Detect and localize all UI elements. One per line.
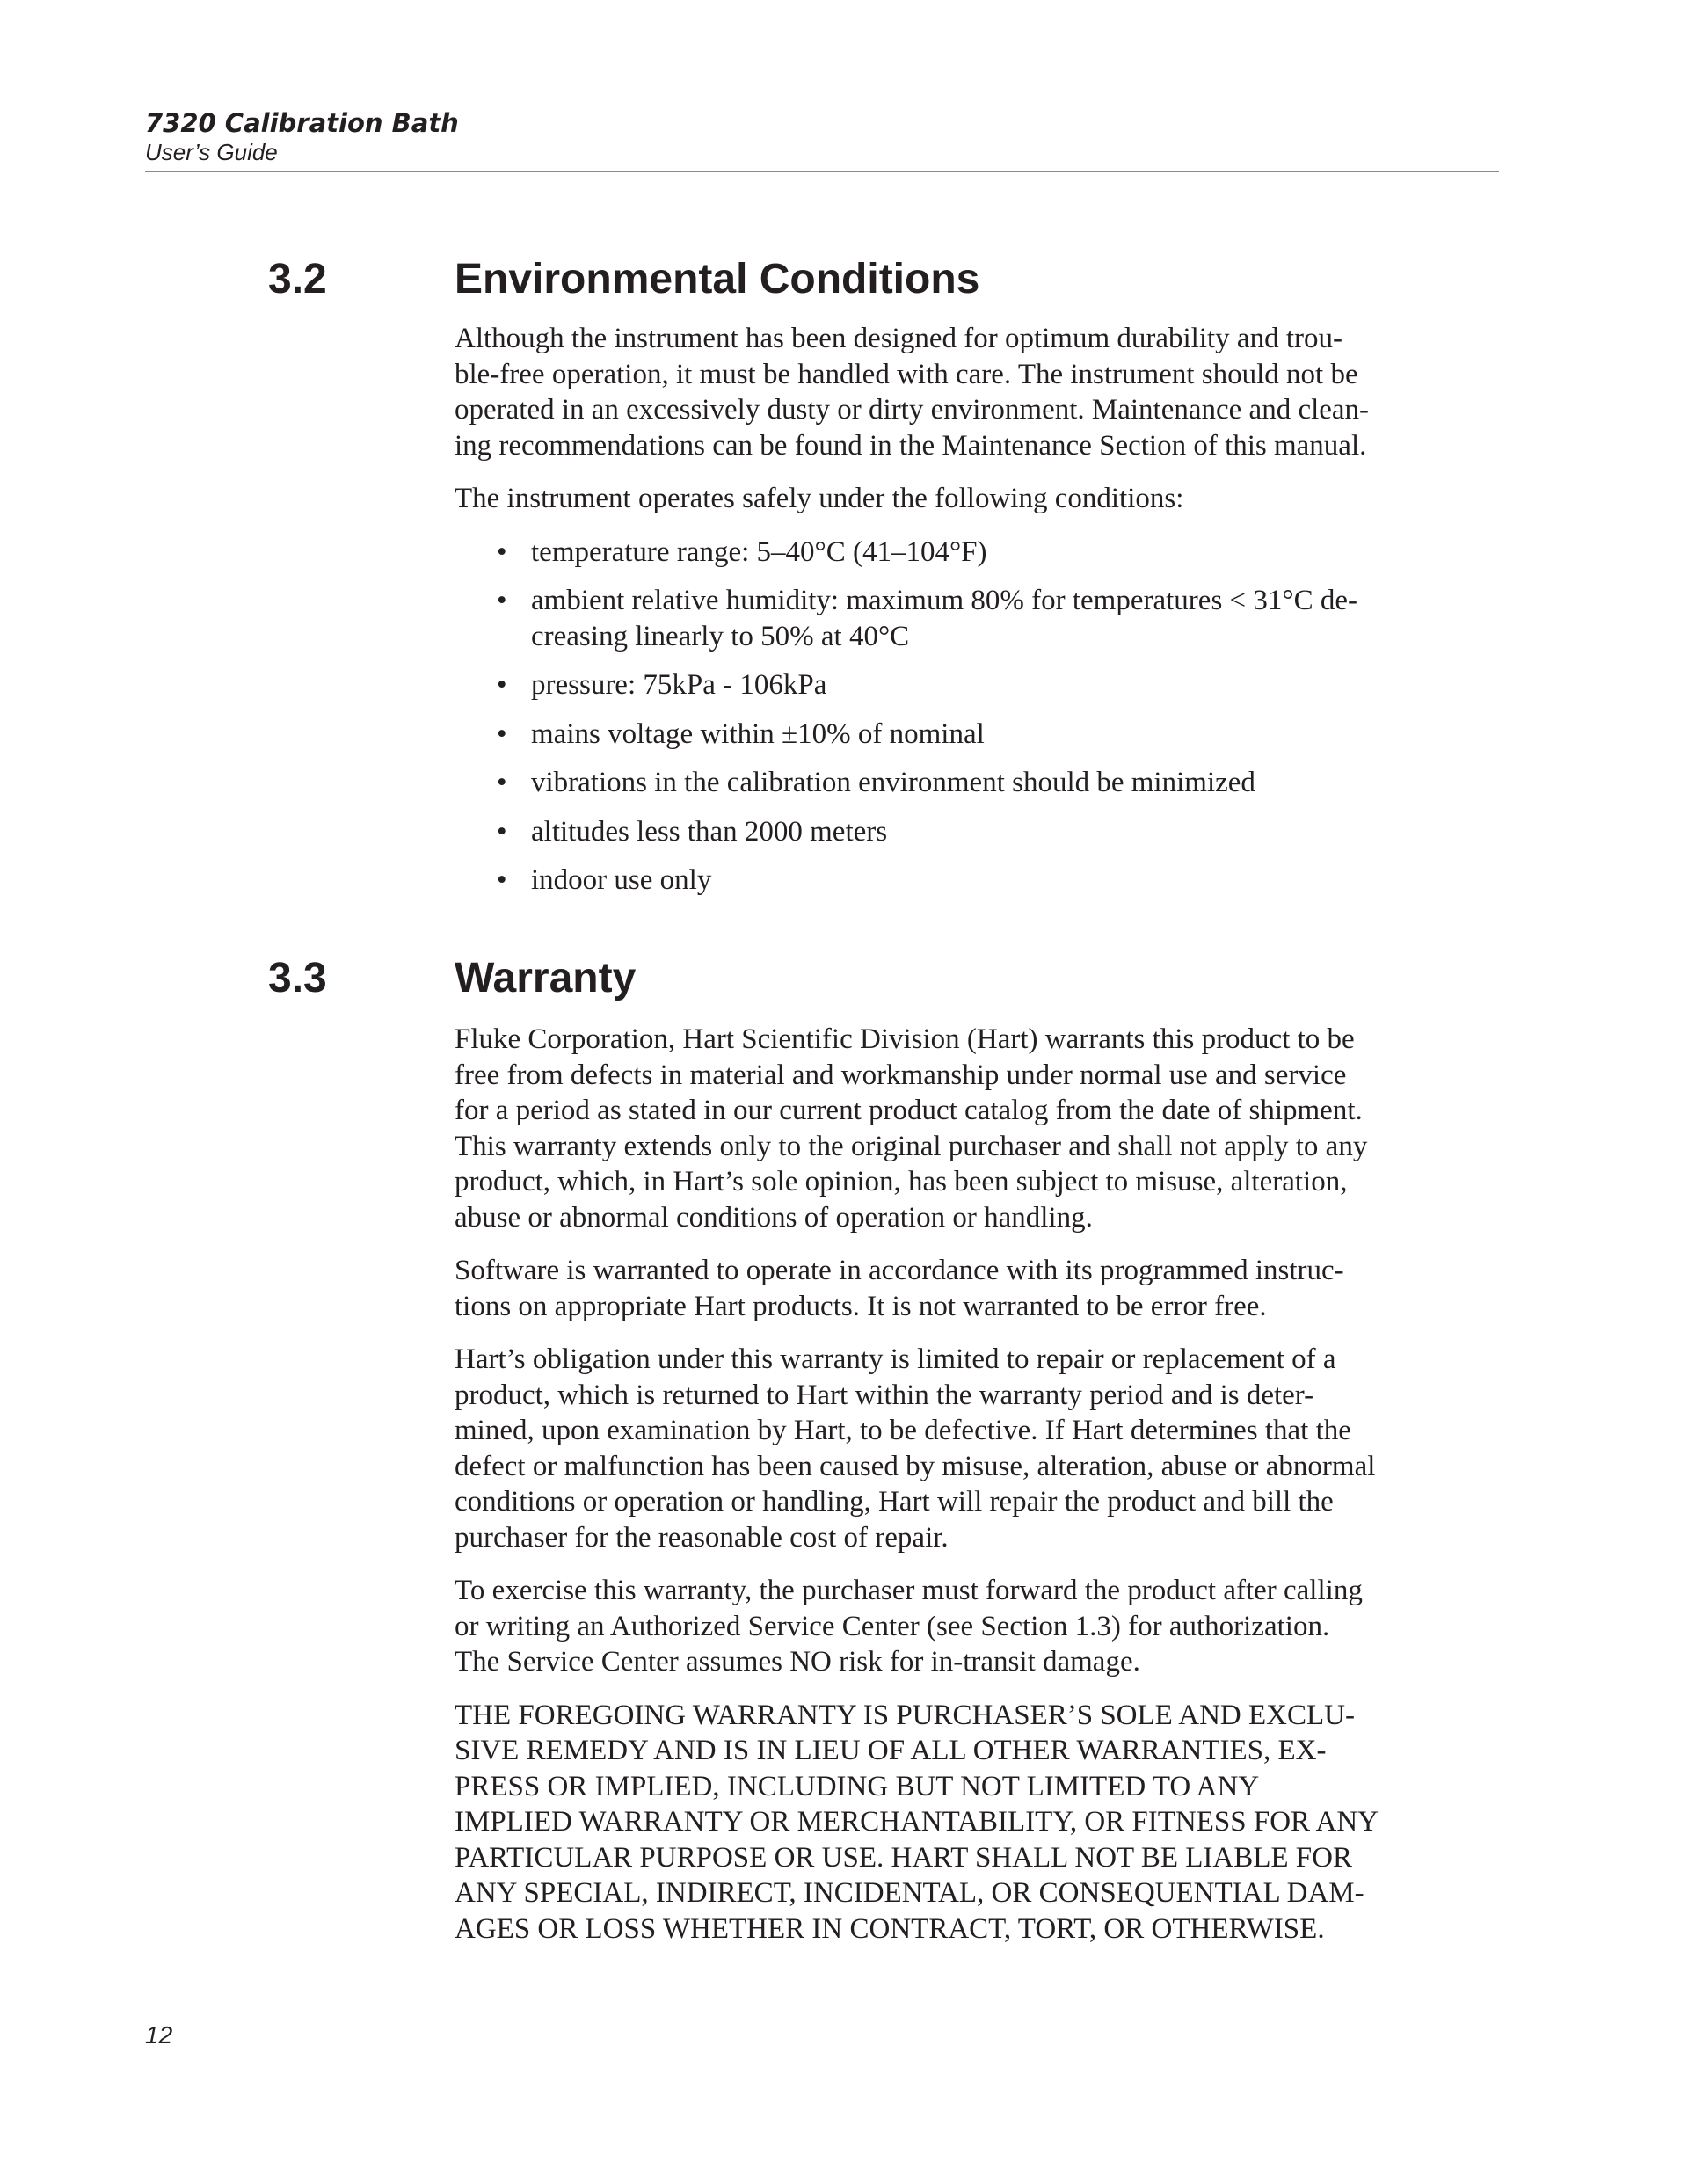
text-line: defect or malfunction has been caused by misuse, alteration, abuse or abnormal — [455, 1450, 1376, 1482]
text-line: purchaser for the reasonable cost of repair. — [455, 1521, 949, 1554]
paragraph-exercise-warranty — [455, 1573, 1501, 1680]
list-item — [455, 717, 1501, 753]
text-line: abuse or abnormal conditions of operation or handling. — [455, 1201, 1093, 1234]
paragraph-obligation — [455, 1342, 1501, 1555]
bullet-icon: • — [497, 815, 507, 848]
text-line: mined, upon examination by Hart, to be defective. If Hart determines that the — [455, 1415, 1351, 1446]
text-line: indoor use only — [531, 864, 712, 896]
paragraph-disclaimer — [455, 1698, 1501, 1947]
text-line: product, which is returned to Hart within the warranty period and is deter- — [455, 1379, 1314, 1411]
page-number: 12 — [145, 2021, 173, 2049]
bullet-icon: • — [497, 767, 507, 798]
paragraph-intro — [455, 321, 1501, 463]
list-item — [455, 535, 1501, 571]
text-line: AGES OR LOSS WHETHER IN CONTRACT, TORT, OR OTHERWISE. — [455, 1912, 1325, 1945]
text-line: ambient relative humidity: maximum 80% for temperatures < 31°C de- — [531, 585, 1357, 616]
list-item — [455, 765, 1501, 801]
text-line: IMPLIED WARRANTY OR MERCHANTABILITY, OR FITNESS FOR ANY — [455, 1806, 1379, 1838]
paragraph-software — [455, 1253, 1501, 1324]
text-line: conditions or operation or handling, Hart will repair the product and bill the — [455, 1486, 1334, 1518]
text-line: Software is warranted to operate in accordance with its programmed instruc- — [455, 1255, 1344, 1286]
text-line: The instrument operates safely under the following conditions: — [455, 483, 1184, 514]
list-item — [455, 583, 1501, 654]
text-line: operated in an excessively dusty or dirty environment. Maintenance and clean- — [455, 394, 1370, 426]
conditions-list — [455, 535, 1501, 899]
text-line: Fluke Corporation, Hart Scientific Division (Hart) warrants this product to be — [455, 1023, 1355, 1055]
text-line: creasing linearly to 50% at 40°C — [531, 620, 910, 652]
running-header — [145, 107, 1499, 172]
text-line: This warranty extends only to the original purchaser and shall not apply to any — [455, 1130, 1368, 1162]
text-line: PARTICULAR PURPOSE OR USE. HART SHALL NOT BE LIABLE FOR — [455, 1841, 1353, 1874]
bullet-icon: • — [497, 864, 507, 896]
section-number: 3.2 — [268, 256, 327, 302]
section-number: 3.3 — [268, 955, 327, 1001]
text-line: or writing an Authorized Service Center (see Section 1.3) for authorization. — [455, 1610, 1330, 1642]
list-item — [455, 863, 1501, 899]
section-title: Warranty — [455, 955, 637, 1001]
text-line: vibrations in the calibration environment should be minimized — [531, 767, 1255, 798]
bullet-icon: • — [497, 535, 507, 568]
text-line: tions on appropriate Hart products. It is not warranted to be error free. — [455, 1290, 1267, 1322]
text-line: free from defects in material and workmanship under normal use and service — [455, 1059, 1347, 1091]
section-title: Environmental Conditions — [455, 256, 980, 302]
text-line: The Service Center assumes NO risk for in-transit damage. — [455, 1646, 1140, 1678]
text-line: ble-free operation, it must be handled with care. The instrument should not be — [455, 358, 1358, 390]
section-warranty-body — [455, 1022, 1501, 1964]
text-line: SIVE REMEDY AND IS IN LIEU OF ALL OTHER WARRANTIES, EX- — [455, 1735, 1327, 1766]
list-item — [455, 667, 1501, 703]
paragraph-warranty-terms — [455, 1022, 1501, 1235]
paragraph-conditions-lead — [455, 481, 1501, 517]
text-line: mains voltage within ±10% of nominal — [531, 717, 985, 750]
text-line: pressure: 75kPa - 106kPa — [531, 669, 827, 701]
header-title: 7320 Calibration Bath — [145, 108, 459, 138]
text-line: Hart’s obligation under this warranty is limited to repair or replacement of a — [455, 1343, 1336, 1375]
text-line: THE FOREGOING WARRANTY IS PURCHASER’S SOLE AND EXCLU- — [455, 1699, 1355, 1731]
text-line: product, which, in Hart’s sole opinion, has been subject to misuse, alteration, — [455, 1166, 1348, 1198]
text-line: altitudes less than 2000 meters — [531, 815, 888, 848]
section-environmental-body — [455, 321, 1501, 912]
text-line: Although the instrument has been designed for optimum durability and trou- — [455, 323, 1342, 354]
header-subtitle: User’s Guide — [145, 139, 278, 165]
text-line: To exercise this warranty, the purchaser must forward the product after calling — [455, 1575, 1363, 1606]
bullet-icon: • — [497, 585, 507, 616]
text-line: ing recommendations can be found in the Maintenance Section of this manual. — [455, 429, 1367, 462]
bullet-icon: • — [497, 717, 507, 750]
bullet-icon: • — [497, 669, 507, 701]
text-line: temperature range: 5–40°C (41–104°F) — [531, 535, 987, 568]
list-item — [455, 814, 1501, 850]
text-line: ANY SPECIAL, INDIRECT, INCIDENTAL, OR CONSEQUENTIAL DAM- — [455, 1877, 1364, 1909]
text-line: PRESS OR IMPLIED, INCLUDING BUT NOT LIMITED TO ANY — [455, 1770, 1260, 1802]
text-line: for a period as stated in our current product catalog from the date of shipment. — [455, 1095, 1363, 1126]
